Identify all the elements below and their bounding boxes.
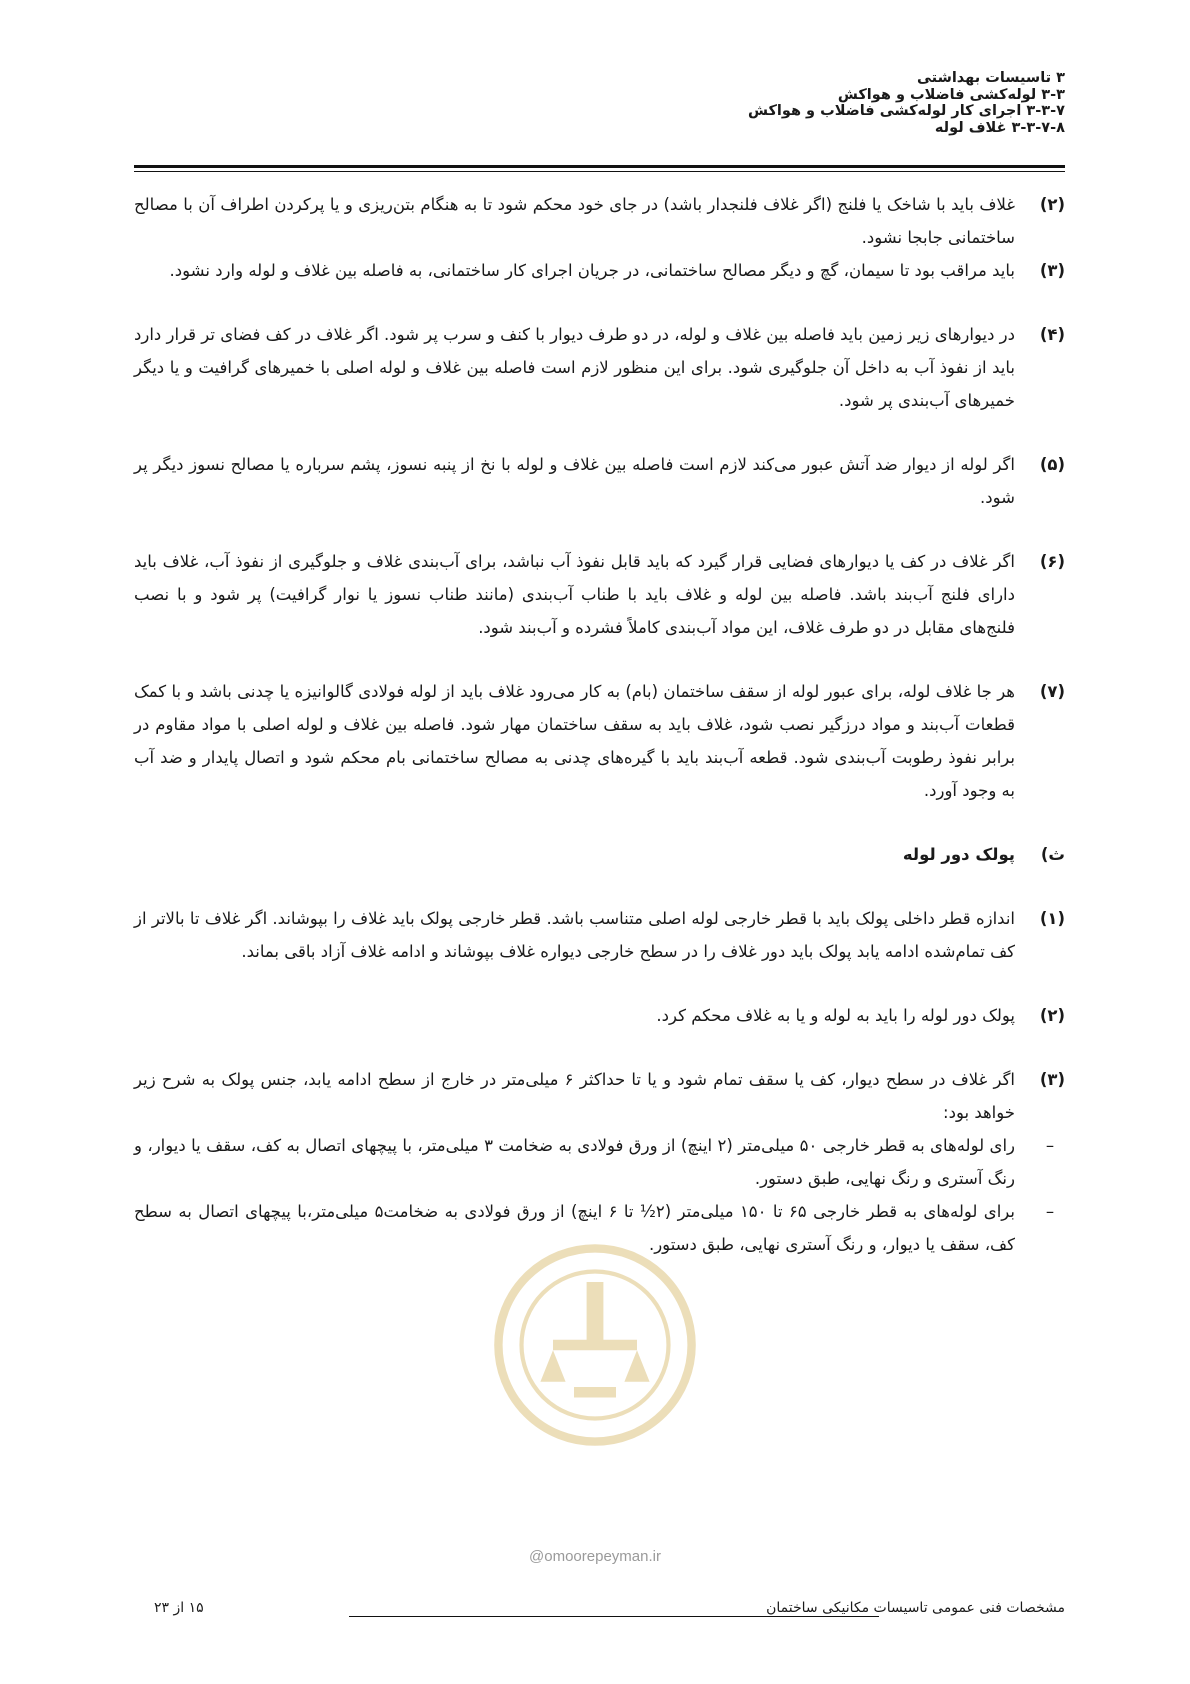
list-item: [134, 448, 1065, 514]
item-text: اگر غلاف در سطح دیوار، کف یا سقف تمام شود و یا تا حداکثر ۶ میلی‌متر در خارج از سطح ادامه یابد، جنس پولک به شرح زیر خواهد بود:: [134, 1070, 1016, 1122]
footer-rule: [349, 1616, 879, 1617]
item-text: اگر لوله از دیوار ضد آتش عبور می‌کند لازم است فاصله بین غلاف و لوله با نخ از پنبه نسوز، پشم سرباره یا مصالح نسوز دیگر پر شود.: [134, 455, 1015, 507]
item-number: (۷): [1039, 682, 1065, 701]
item-number: (۶): [1039, 552, 1065, 571]
list-item: [134, 999, 1065, 1032]
item-text: اندازه قطر داخلی پولک باید با قطر خارجی لوله اصلی متناسب باشد. قطر خارجی پولک باید غلاف را بپوشاند. اگر غلاف تا بالاتر از کف تمام‌شده ادامه یابد پولک باید دور غلاف را در سطح خارجی دیواره غلاف بپوشاند و ادامه غلاف آزاد باقی بماند.: [134, 909, 1015, 961]
section-title: پولک دور لوله: [902, 845, 1015, 864]
section-letter: ث): [1040, 845, 1065, 864]
page-number: ۱۵ از ۲۳: [154, 1600, 204, 1616]
list-item: [134, 902, 1065, 968]
header-rule-thick: [134, 165, 1065, 168]
item-text: پولک دور لوله را باید به لوله و یا به غلاف محکم کرد.: [656, 1006, 1015, 1025]
item-text: باید مراقب بود تا سیمان، گچ و دیگر مصالح ساختمانی، در جریان اجرای کار ساختمانی، به فاصله بین غلاف و لوله وارد نشود.: [169, 261, 1015, 280]
item-text: هر جا غلاف لوله، برای عبور لوله از سقف ساختمان (بام) به کار می‌رود غلاف باید از لوله فولادی گالوانیزه یا چدنی باشد و با کمک قطعات آب‌بند و مواد درزگیر نصب شود، غلاف باید به سقف ساختمان مهار شود. فاصله بین غلاف و لوله اصلی با مواد مقاوم در برابر نفوذ رطوبت آب‌بندی شود. قطعه آب‌بند باید با گیره‌های چدنی به مصالح ساختمانی بام محکم شود و اتصال پایدار و ضد آب به وجود آورد.: [134, 682, 1015, 800]
header-topic: ۳-۳-۷-۸ غلاف لوله: [934, 119, 1065, 136]
header-chapter: ۳ تاسیسات بهداشتی: [916, 70, 1065, 86]
item-text: در دیوارهای زیر زمین باید فاصله بین غلاف و لوله، در دو طرف دیوار با کنف و سرب پر شود. اگر غلاف در کف فضای تر قرار دارد باید از نفوذ آب به داخل آن جلوگیری شود. برای این منظور لازم است فاصله بین غلاف و لوله اصلی با خمیرهای گرافیت و یا دیگر خمیرهای آب‌بندی پر شود.: [134, 325, 1015, 410]
list-item: [134, 318, 1065, 417]
item-number: (۳): [1039, 1070, 1065, 1089]
item-number: (۵): [1039, 455, 1065, 474]
item-number: (۲): [1039, 1006, 1065, 1025]
footer-title: مشخصات فنی عمومی تاسیسات مکانیکی ساختمان: [766, 1600, 1065, 1616]
item-number: (۱): [1039, 909, 1065, 928]
list-item: [134, 188, 1065, 254]
list-item: [134, 1063, 1065, 1129]
bullet-dash: –: [1045, 1136, 1055, 1155]
page-header: [125, 70, 1065, 136]
watermark-seal-icon: [490, 1240, 700, 1450]
header-section: ۳-۳ لوله‌کشی فاضلاب و هواکش: [837, 86, 1065, 103]
item-text: اگر غلاف در کف یا دیوارهای فضایی قرار گیرد که باید قابل نفوذ آب نباشد، برای آب‌بندی غلاف و جلوگیری از نفوذ آب، غلاف باید دارای فلنج آب‌بند باشد. فاصله بین لوله و غلاف باید با طناب آب‌بندی (مانند طناب نسوز یا نوار گرافیت) پر شود و با نصب فلنج‌های مقابل در دو طرف غلاف، این مواد آب‌بندی کاملاً فشرده و آب‌بند شود.: [134, 552, 1015, 637]
bullet-text: برای لوله‌های به قطر خارجی ۶۵ تا ۱۵۰ میلی‌متر (۲½ تا ۶ اینچ) از ورق فولادی به ضخامت۵ میلی‌متر،با پیچهای اتصال به سطح کف، سقف یا دیوار، و رنگ آستری نهایی، طبق دستور.: [134, 1202, 1016, 1254]
item-number: (۴): [1039, 325, 1065, 344]
list-item: [134, 545, 1065, 644]
item-number: (۲): [1039, 195, 1065, 214]
list-item: [134, 254, 1065, 287]
header-rule-thin: [134, 171, 1065, 172]
page-footer: [134, 1600, 1065, 1630]
item-text: غلاف باید با شاخک یا فلنج (اگر غلاف فلنجدار باشد) در جای خود محکم شود تا به هنگام بتن‌ریزی و یا پرکردن اطراف آن با مصالح ساختمانی جابجا نشود.: [134, 195, 1015, 247]
bullet-dash: –: [1045, 1202, 1055, 1221]
watermark-text: @omoorepeyman.ir: [529, 1548, 661, 1565]
bullet-item: [134, 1129, 1065, 1195]
list-item: [134, 675, 1065, 807]
bullet-text: رای لوله‌های به قطر خارجی ۵۰ میلی‌متر (۲ اینچ) از ورق فولادی به ضخامت ۳ میلی‌متر، با پیچهای اتصال به کف، سقف یا دیوار، و رنگ آستری و رنگ نهایی، طبق دستور.: [134, 1136, 1015, 1188]
document-body: [134, 188, 1065, 1261]
header-subsection: ۳-۳-۷ اجرای کار لوله‌کشی فاضلاب و هواکش: [747, 103, 1065, 119]
section-heading: [134, 838, 1065, 871]
item-number: (۳): [1039, 261, 1065, 280]
